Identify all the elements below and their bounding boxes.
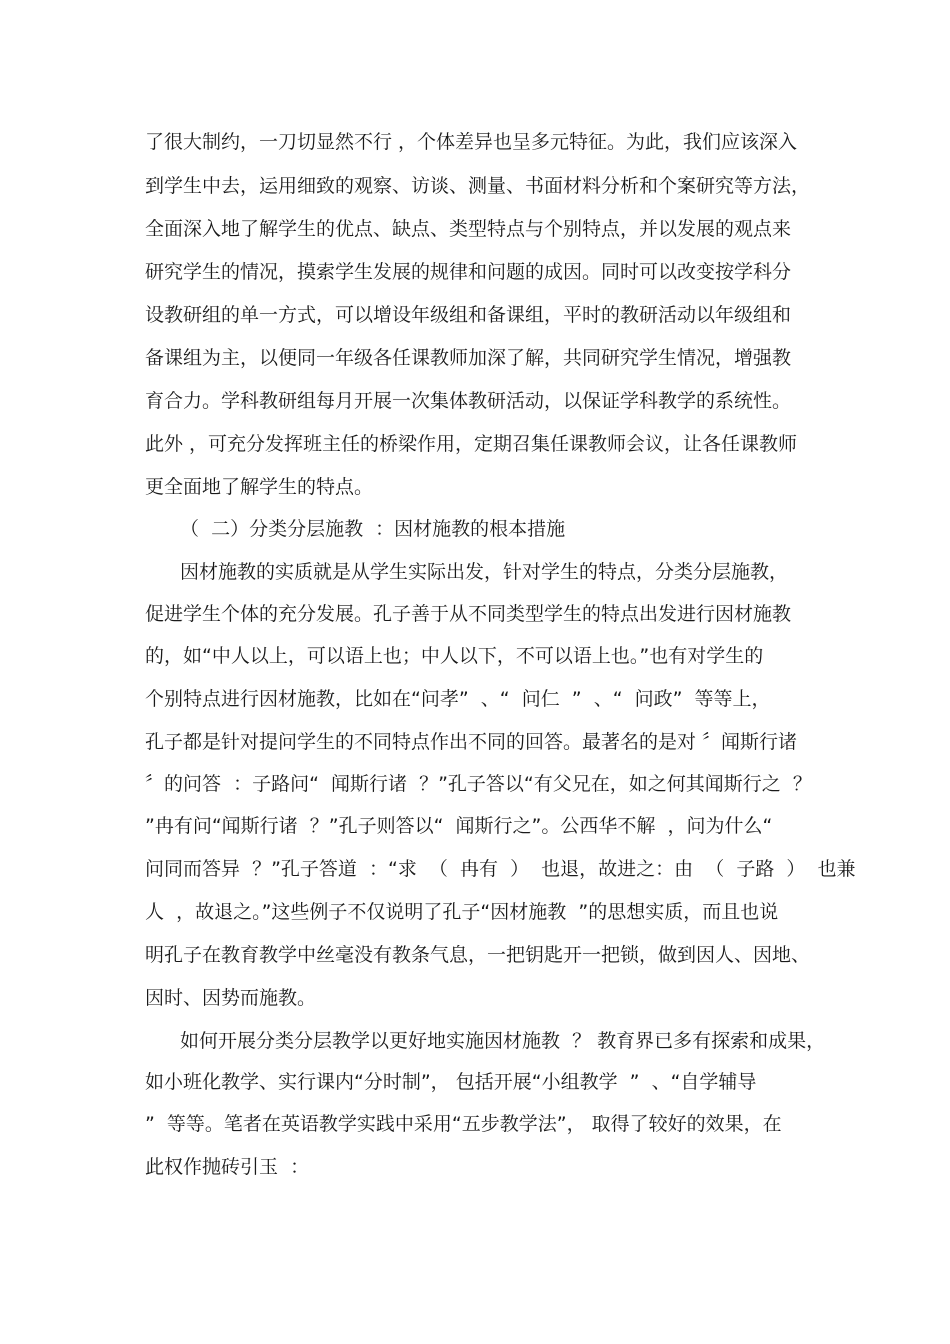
- paragraph-line: 此权作抛砖引玉 ：: [145, 1156, 310, 1178]
- paragraph-line: 全面深入地了解学生的优点、缺点、类型特点与个别特点，并以发展的观点来: [145, 218, 792, 240]
- paragraph-line: 更全面地了解学生的特点。: [145, 476, 374, 498]
- paragraph-line: 个别特点进行因材施教，比如在“问孝” 、“ 问仁 ” 、“ 问政” 等等上，: [145, 688, 771, 710]
- paragraph-line: 育合力。学科教研组每月开展一次集体教研活动，以保证学科教学的系统性。: [145, 390, 792, 412]
- paragraph-line: 此外 ，可充分发挥班主任的桥梁作用，定期召集任课教师会议，让各任课教师: [145, 433, 798, 455]
- paragraph-line: 问同而答异 ？”孔子答道 ：“求 （ 冉有 ） 也退，故进之：由 （ 子路 ） 也兼: [145, 858, 856, 880]
- paragraph-line: 因材施教的实质就是从学生实际出发，针对学生的特点，分类分层施教，: [180, 561, 789, 583]
- paragraph-line: 人 ，故退之。”这些例子不仅说明了孔子“因材施教 ”的思想实质，而且也说: [145, 901, 779, 923]
- paragraph-line: 备课组为主，以便同一年级各任课教师加深了解，共同研究学生情况，增强教: [145, 347, 792, 369]
- paragraph-line: 了很大制约，一刀切显然不行 ，个体差异也呈多元特征。为此，我们应该深入: [145, 131, 798, 153]
- paragraph-line: 的，如“中人以上，可以语上也；中人以下，不可以语上也。”也有对学生的: [145, 645, 764, 667]
- paragraph-line: 孔子都是针对提问学生的不同特点作出不同的回答。最著名的是对 〞闻斯行诸: [145, 731, 798, 753]
- paragraph-line: ”冉有问“闻斯行诸 ？”孔子则答以“ 闻斯行之”。公西华不解 ，问为什么“: [145, 815, 773, 837]
- paragraph-line: 〞的问答 ：子路问“ 闻斯行诸 ？”孔子答以“有父兄在，如之何其闻斯行之 ？: [145, 773, 812, 795]
- section-heading: （ 二）分类分层施教 ：因材施教的根本措施: [180, 518, 566, 540]
- paragraph-line: 如小班化教学、实行课内“分时制”， 包括开展“小组教学 ” 、“自学辅导: [145, 1071, 757, 1093]
- paragraph-line: 到学生中去，运用细致的观察、访谈、测量、书面材料分析和个案研究等方法，: [145, 175, 811, 197]
- paragraph-line: 明孔子在教育教学中丝毫没有教条气息，一把钥匙开一把锁，做到因人、因地、: [145, 944, 811, 966]
- paragraph-line: 促进学生个体的充分发展。孔子善于从不同类型学生的特点出发进行因材施教: [145, 603, 792, 625]
- paragraph-line: ” 等等。笔者在英语教学实践中采用“五步教学法”， 取得了较好的效果，在: [145, 1113, 782, 1135]
- paragraph-line: 设教研组的单一方式，可以增设年级组和备课组，平时的教研活动以年级组和: [145, 304, 792, 326]
- paragraph-line: 如何开展分类分层教学以更好地实施因材施教 ？ 教育界已多有探索和成果，: [180, 1030, 826, 1052]
- paragraph-line: 研究学生的情况，摸索学生发展的规律和问题的成因。同时可以改变按学科分: [145, 261, 792, 283]
- paragraph-line: 因时、因势而施教。: [145, 987, 317, 1009]
